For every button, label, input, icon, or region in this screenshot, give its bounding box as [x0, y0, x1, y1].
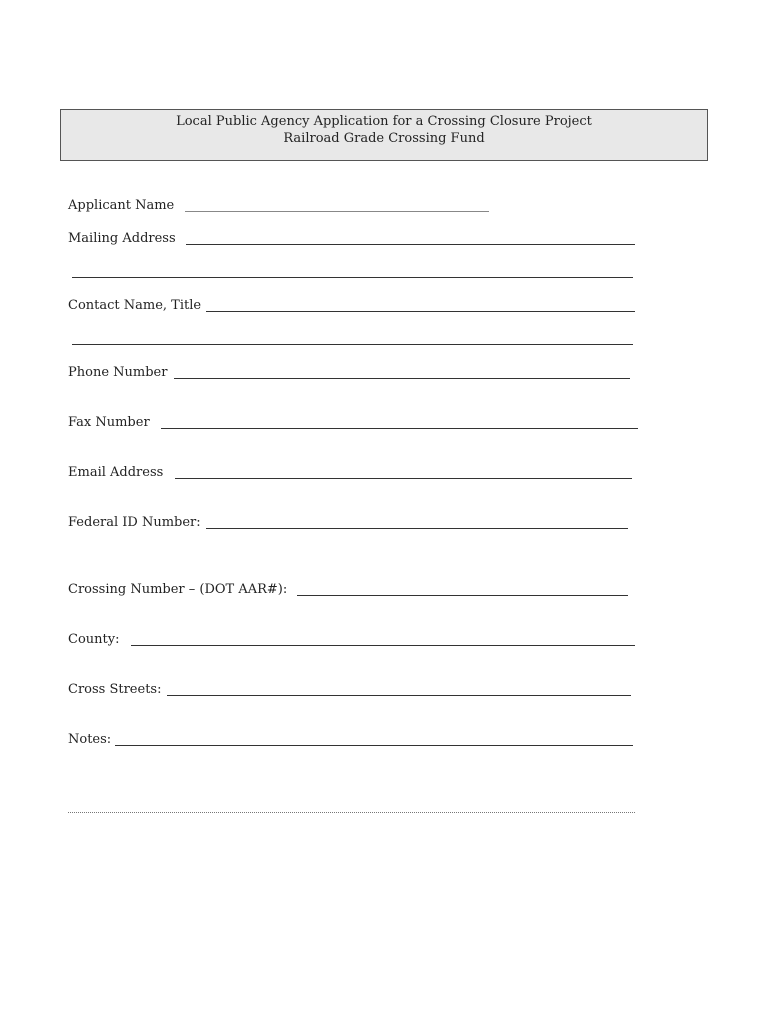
- applicant-name-line[interactable]: [185, 211, 489, 212]
- mailing-address-label: Mailing Address: [68, 231, 176, 246]
- crossing-number-label: Crossing Number – (DOT AAR#):: [68, 582, 288, 597]
- notes-label: Notes:: [68, 732, 112, 747]
- cross-streets-label: Cross Streets:: [68, 682, 162, 697]
- form-title: Local Public Agency Application for a Crossing Closure Project: [176, 114, 592, 129]
- contact-name-title-line-2[interactable]: [72, 344, 633, 345]
- mailing-address-line-2[interactable]: [72, 277, 633, 278]
- notes-line[interactable]: [115, 745, 633, 746]
- applicant-name-label: Applicant Name: [68, 198, 175, 213]
- crossing-number-line[interactable]: [297, 595, 628, 596]
- cross-streets-line[interactable]: [167, 695, 631, 696]
- mailing-address-line[interactable]: [186, 244, 635, 245]
- federal-id-number-label: Federal ID Number:: [68, 515, 201, 530]
- fax-number-label: Fax Number: [68, 415, 150, 430]
- contact-name-title-label: Contact Name, Title: [68, 298, 202, 313]
- email-address-label: Email Address: [68, 465, 164, 480]
- county-line[interactable]: [131, 645, 635, 646]
- email-address-line[interactable]: [175, 478, 632, 479]
- fax-number-line[interactable]: [161, 428, 638, 429]
- notes-line-2[interactable]: [68, 812, 635, 813]
- federal-id-number-line[interactable]: [206, 528, 628, 529]
- phone-number-label: Phone Number: [68, 365, 168, 380]
- form-subtitle: Railroad Grade Crossing Fund: [283, 131, 485, 146]
- phone-number-line[interactable]: [174, 378, 630, 379]
- form-header: [60, 109, 708, 161]
- county-label: County:: [68, 632, 120, 647]
- contact-name-title-line[interactable]: [206, 311, 635, 312]
